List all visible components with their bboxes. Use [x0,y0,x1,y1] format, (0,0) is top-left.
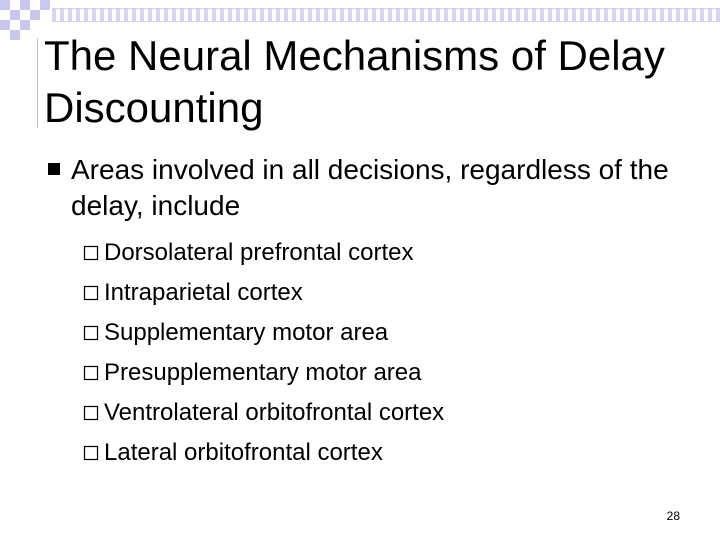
hollow-square-icon [83,245,99,261]
sub-bullet-text: Dorsolateral prefrontal cortex [104,239,414,266]
sub-bullet-text: Ventrolateral orbitofrontal cortex [104,399,445,426]
top-band-pattern [52,9,720,21]
sub-bullet-item [82,433,682,473]
hollow-square-icon [83,445,99,461]
filled-square-icon [48,163,60,175]
sub-bullet-item [82,313,682,353]
sub-bullet-item [82,353,682,393]
decorative-top-band [52,8,720,22]
hollow-square-icon [83,325,99,341]
sub-bullet-item [82,273,682,313]
sub-bullet-item [82,393,682,433]
sub-bullet-text: Lateral orbitofrontal cortex [104,439,383,466]
decorative-left-rule [37,38,38,128]
sub-bullet-item [82,233,682,273]
main-bullet-text: Areas involved in all decisions, regardless of the delay, include [71,154,669,221]
hollow-square-icon [83,405,99,421]
hollow-square-icon [83,285,99,301]
sub-bullet-list [82,233,682,473]
sub-bullet-text: Intraparietal cortex [104,279,303,306]
sub-bullet-text: Presupplementary motor area [104,359,422,386]
hollow-square-icon [83,365,99,381]
sub-bullet-text: Supplementary motor area [104,319,389,346]
slide-title: The Neural Mechanisms of Delay Discounting [44,32,665,131]
page-number: 28 [666,509,680,523]
main-bullet-item [44,152,684,224]
